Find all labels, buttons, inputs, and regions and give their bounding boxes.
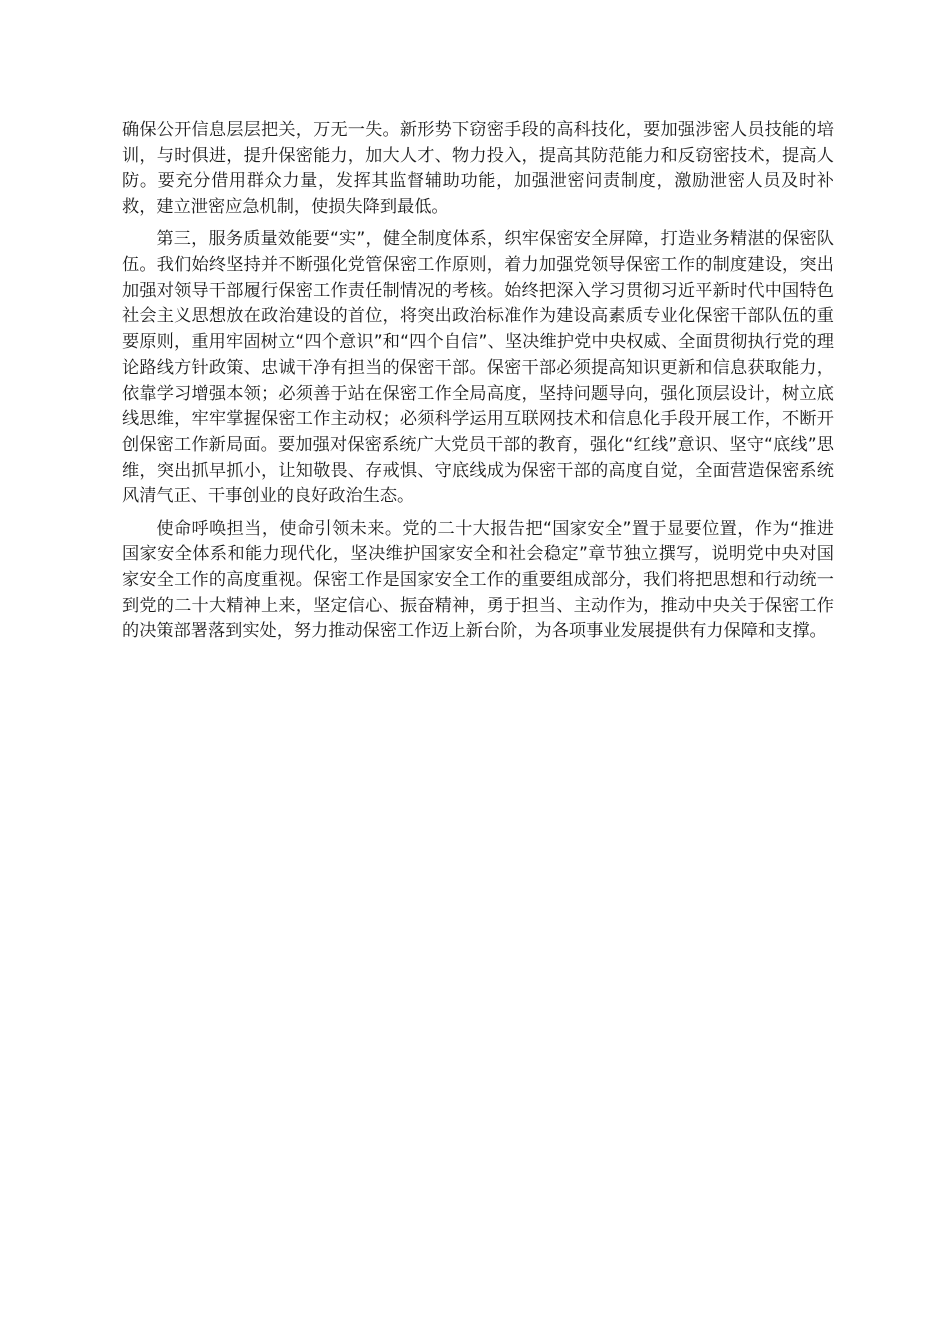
paragraph-conclusion: 使命呼唤担当，使命引领未来。党的二十大报告把“国家安全”置于显要位置，作为“推进国家安全体系和能力现代化，坚决维护国家安全和社会稳定”章节独立撰写，说明党中央对国家安全工作的高度重视。保密工作是国家安全工作的重要组成部分，我们将把思想和行动统一到党的二十大精神上来，坚定信心、振奋精神，勇于担当、主动作为，推动中央关于保密工作的决策部署落到实处，努力推动保密工作迈上新台阶，为各项事业发展提供有力保障和支撑。 [122, 518, 834, 642]
paragraph-third-point: 第三，服务质量效能要“实”，健全制度体系，织牢保密安全屏障，打造业务精湛的保密队伍。我们始终坚持并不断强化党管保密工作原则，着力加强党领导保密工作的制度建设，突出加强对领导干部履行保密工作责任制情况的考核。始终把深入学习贯彻习近平新时代中国特色社会主义思想放在政治建设的首位，将突出政治标准作为建设高素质专业化保密干部队伍的重要原则，重用牢固树立“四个意识”和“四个自信”、坚决维护党中央权威、全面贯彻执行党的理论路线方针政策、忠诚干净有担当的保密干部。保密干部必须提高知识更新和信息获取能力，依靠学习增强本领；必须善于站在保密工作全局高度，坚持问题导向，强化顶层设计，树立底线思维，牢牢掌握保密工作主动权；必须科学运用互联网技术和信息化手段开展工作，不断开创保密工作新局面。要加强对保密系统广大党员干部的教育，强化“红线”意识、坚守“底线”思维，突出抓早抓小，让知敬畏、存戒惧、守底线成为保密干部的高度自觉，全面营造保密系统风清气正、干事创业的良好政治生态。 [122, 229, 834, 507]
paragraph-continuation: 确保公开信息层层把关，万无一失。新形势下窃密手段的高科技化，要加强涉密人员技能的培训，与时俱进，提升保密能力，加大人才、物力投入，提高其防范能力和反窃密技术，提高人防。要充分借用群众力量，发挥其监督辅助功能，加强泄密问责制度，激励泄密人员及时补救，建立泄密应急机制，使损失降到最低。 [122, 120, 834, 218]
document-body [122, 118, 834, 645]
